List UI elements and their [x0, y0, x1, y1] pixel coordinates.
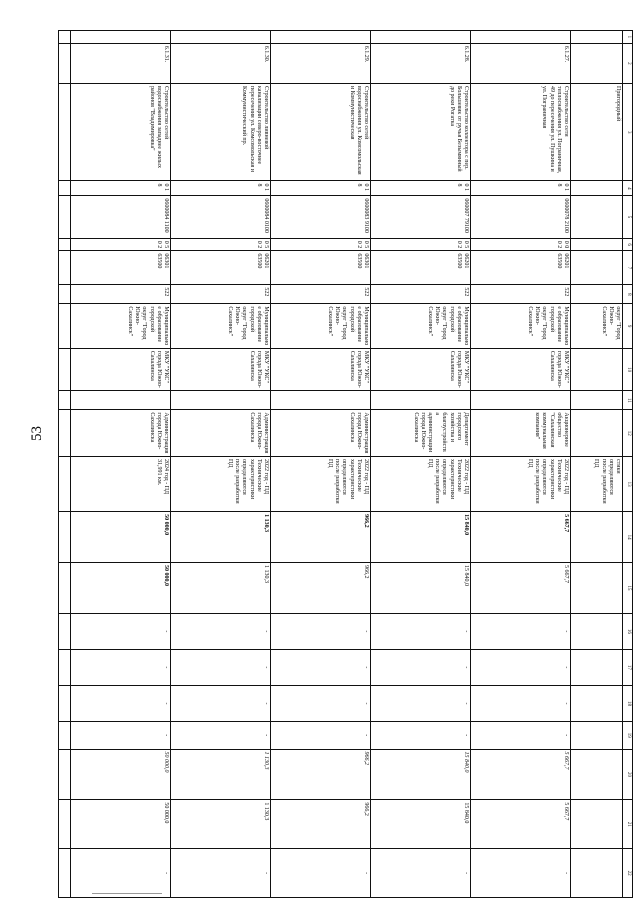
row-number: 6.1.30. — [171, 43, 271, 83]
row-c6: 0 5 0 2 — [71, 238, 171, 251]
col-num: 19 — [623, 721, 633, 749]
row-c13: 2024 год - ПД 31,991 км. — [71, 457, 171, 512]
row-c10: МКУ "УКС" города Южно-Сахалинска — [471, 348, 571, 390]
row-c5: 060007 79100 — [371, 196, 471, 238]
row-c17: - — [71, 649, 171, 685]
row-c18: - — [171, 685, 271, 721]
header-continuation-row — [571, 31, 623, 898]
row-c18: - — [371, 685, 471, 721]
table-row — [271, 31, 371, 898]
row-c17: - — [171, 649, 271, 685]
row-c14: 966,2 — [271, 512, 371, 563]
row-number: 6.1.31. — [71, 43, 171, 83]
row-c13: 2022 год - ПД Технические характеристики определяются после разработки ПД — [271, 457, 371, 512]
row-c21: 1 130,3 — [171, 800, 271, 849]
row-c4: 0 1 8 — [371, 181, 471, 196]
column-number-row — [623, 31, 633, 898]
col-num: 2 — [623, 43, 633, 83]
row-c22: - — [471, 849, 571, 898]
row-c22: - — [271, 849, 371, 898]
row-c8: 522 — [471, 285, 571, 304]
row-c17: - — [471, 649, 571, 685]
row-c15: 966,2 — [271, 563, 371, 614]
row-c6: 0 0 0 2 — [471, 238, 571, 251]
row-c5: 0600084 0100 — [171, 196, 271, 238]
row-c7: 06301 63500 — [71, 251, 171, 285]
table-row — [471, 31, 571, 898]
col-num: 18 — [623, 685, 633, 721]
col-num: 20 — [623, 749, 633, 800]
row-c7: 06201 63500 — [171, 251, 271, 285]
row-c8: 522 — [371, 285, 471, 304]
row-c10: МКУ "УКС" города Южно-Сахалинска — [171, 348, 271, 390]
row-c13: 2022 год - ПД Технические характеристики определяются после разработки ПД — [371, 457, 471, 512]
row-c10: МКУ "УКС" города Южно-Сахалинска — [271, 348, 371, 390]
row-c13: 2022 год - ПД Технические характеристики определяются после разработки ПД — [171, 457, 271, 512]
row-c20: 5 667,7 — [471, 749, 571, 800]
col-num: 14 — [623, 512, 633, 563]
header-c3: Пригородный — [571, 83, 623, 181]
row-c12: Администрация города Южно-Сахалинска — [71, 410, 171, 457]
row-c14: 1 130,3 — [171, 512, 271, 563]
col-num: 5 — [623, 196, 633, 238]
row-c7: 06301 63500 — [271, 251, 371, 285]
row-c9: Муниципальное образование городской округ "Город Южно-Сахалинск" — [371, 304, 471, 349]
col-num: 21 — [623, 800, 633, 849]
row-c19: - — [71, 721, 171, 749]
row-c19: - — [471, 721, 571, 749]
row-c12: Департамент городского хозяйства и благоустройства администрации города Южно-Сахалинска — [371, 410, 471, 457]
row-c21: 15 840,0 — [371, 800, 471, 849]
row-c22: - — [71, 849, 171, 898]
row-c19: - — [371, 721, 471, 749]
row-c11 — [71, 391, 171, 410]
row-name: Строительство сети теплоснабжения ул. Пограничная, 49 до пересечения ул. Пушкина и ул. Пограничная — [471, 83, 571, 181]
row-c20: 1 130,3 — [171, 749, 271, 800]
row-name: Строительство коллектора с пер. Большевик от ручья Безымянный до реки Рогатка — [371, 83, 471, 181]
rotated-page — [83, 0, 633, 905]
row-c8: 522 — [171, 285, 271, 304]
row-c15: 5 667,7 — [471, 563, 571, 614]
row-c8: 522 — [71, 285, 171, 304]
row-c13: 2022 год - ПД Технические характеристики определяются после разработки ПД — [471, 457, 571, 512]
col-num: 4 — [623, 181, 633, 196]
row-c15: 1 130,3 — [171, 563, 271, 614]
row-c8: 522 — [271, 285, 371, 304]
data-table — [58, 30, 633, 898]
row-c4: 0 1 8 — [171, 181, 271, 196]
row-c16: - — [171, 613, 271, 649]
page-number: 53 — [29, 426, 45, 441]
row-name: Строительство сетей водоснабжения ул. Комсомольская и Коммунистическая — [271, 83, 371, 181]
col-num: 11 — [623, 391, 633, 410]
row-c6: 0 5 0 2 — [271, 238, 371, 251]
row-c20: 15 840,0 — [371, 749, 471, 800]
col-num: 10 — [623, 348, 633, 390]
row-c14: 15 840,0 — [371, 512, 471, 563]
table-row — [371, 31, 471, 898]
row-c22: - — [171, 849, 271, 898]
row-c14: 5 667,7 — [471, 512, 571, 563]
row-c11 — [371, 391, 471, 410]
row-c11 — [471, 391, 571, 410]
col-num: 16 — [623, 613, 633, 649]
table-row — [171, 31, 271, 898]
col-num: 12 — [623, 410, 633, 457]
row-c19: - — [171, 721, 271, 749]
row-c18: - — [271, 685, 371, 721]
row-c16: - — [271, 613, 371, 649]
row-c6: 0 5 0 2 — [171, 238, 271, 251]
row-c10: МКУ "УКС" города Южно-Сахалинска — [371, 348, 471, 390]
row-c7: 06201 63500 — [471, 251, 571, 285]
row-c21: 50 000,0 — [71, 800, 171, 849]
row-number: 6.1.27. — [471, 43, 571, 83]
row-c11 — [171, 391, 271, 410]
row-c15: 50 000,0 — [71, 563, 171, 614]
table-row — [71, 31, 171, 898]
row-c12: Администрация города Южно-Сахалинска — [171, 410, 271, 457]
col-num: 1 — [623, 31, 633, 44]
col-num: 6 — [623, 238, 633, 251]
row-c16: - — [371, 613, 471, 649]
header-c9: округ "Город Южно-Сахалинск" — [571, 304, 623, 349]
row-c4: 0 1 8 — [471, 181, 571, 196]
col-num: 7 — [623, 251, 633, 285]
row-c20: 50 000,0 — [71, 749, 171, 800]
row-c12: Акционерное общество "Сахалинская коммунальная компания" — [471, 410, 571, 457]
row-c14: 50 000,0 — [71, 512, 171, 563]
scan-mark — [92, 893, 162, 894]
row-c17: - — [271, 649, 371, 685]
row-c11 — [271, 391, 371, 410]
row-c22: - — [371, 849, 471, 898]
row-c18: - — [71, 685, 171, 721]
row-c9: Муниципальное образование городской округ "Город Южно-Сахалинск" — [271, 304, 371, 349]
row-c6: 0 5 0 2 — [371, 238, 471, 251]
row-number: 6.1.29. — [271, 43, 371, 83]
row-c5: 0600078 2100 — [471, 196, 571, 238]
row-c5: 0600084 1100 — [71, 196, 171, 238]
header-c13: стики определяются после разработки ПД — [571, 457, 623, 512]
col-num: 8 — [623, 285, 633, 304]
empty-row — [59, 31, 71, 898]
row-name: Строительство ливневой канализации северо-восточнее пересечения ул. Комсомольская и Коммунистический пр. — [171, 83, 271, 181]
row-c16: - — [71, 613, 171, 649]
row-c9: Муниципальное образование городской округ "Город Южно-Сахалинск" — [171, 304, 271, 349]
row-c20: 966,2 — [271, 749, 371, 800]
row-c21: 5 667,7 — [471, 800, 571, 849]
col-num: 22 — [623, 849, 633, 898]
row-c9: Муниципальное образование городской округ "Город Южно-Сахалинск" — [471, 304, 571, 349]
row-c7: 06201 63500 — [371, 251, 471, 285]
row-c12: Администрация города Южно-Сахалинска — [271, 410, 371, 457]
col-num: 15 — [623, 563, 633, 614]
row-number: 6.1.28. — [371, 43, 471, 83]
row-c15: 15 840,0 — [371, 563, 471, 614]
row-c10: МКУ "УКС" города Южно-Сахалинска — [71, 348, 171, 390]
row-c4: 0 1 8 — [71, 181, 171, 196]
row-c19: - — [271, 721, 371, 749]
row-c5: 0600083 9100 — [271, 196, 371, 238]
col-num: 17 — [623, 649, 633, 685]
row-name: Строительство сетей водоснабжения западнее жилых районов "Владимировка" — [71, 83, 171, 181]
row-c4: 0 1 8 — [271, 181, 371, 196]
row-c9: Муниципальное образование городской округ "Город Южно-Сахалинск" — [71, 304, 171, 349]
row-c17: - — [371, 649, 471, 685]
col-num: 3 — [623, 83, 633, 181]
row-c18: - — [471, 685, 571, 721]
row-c21: 966,2 — [271, 800, 371, 849]
row-c16: - — [471, 613, 571, 649]
col-num: 9 — [623, 304, 633, 349]
col-num: 13 — [623, 457, 633, 512]
